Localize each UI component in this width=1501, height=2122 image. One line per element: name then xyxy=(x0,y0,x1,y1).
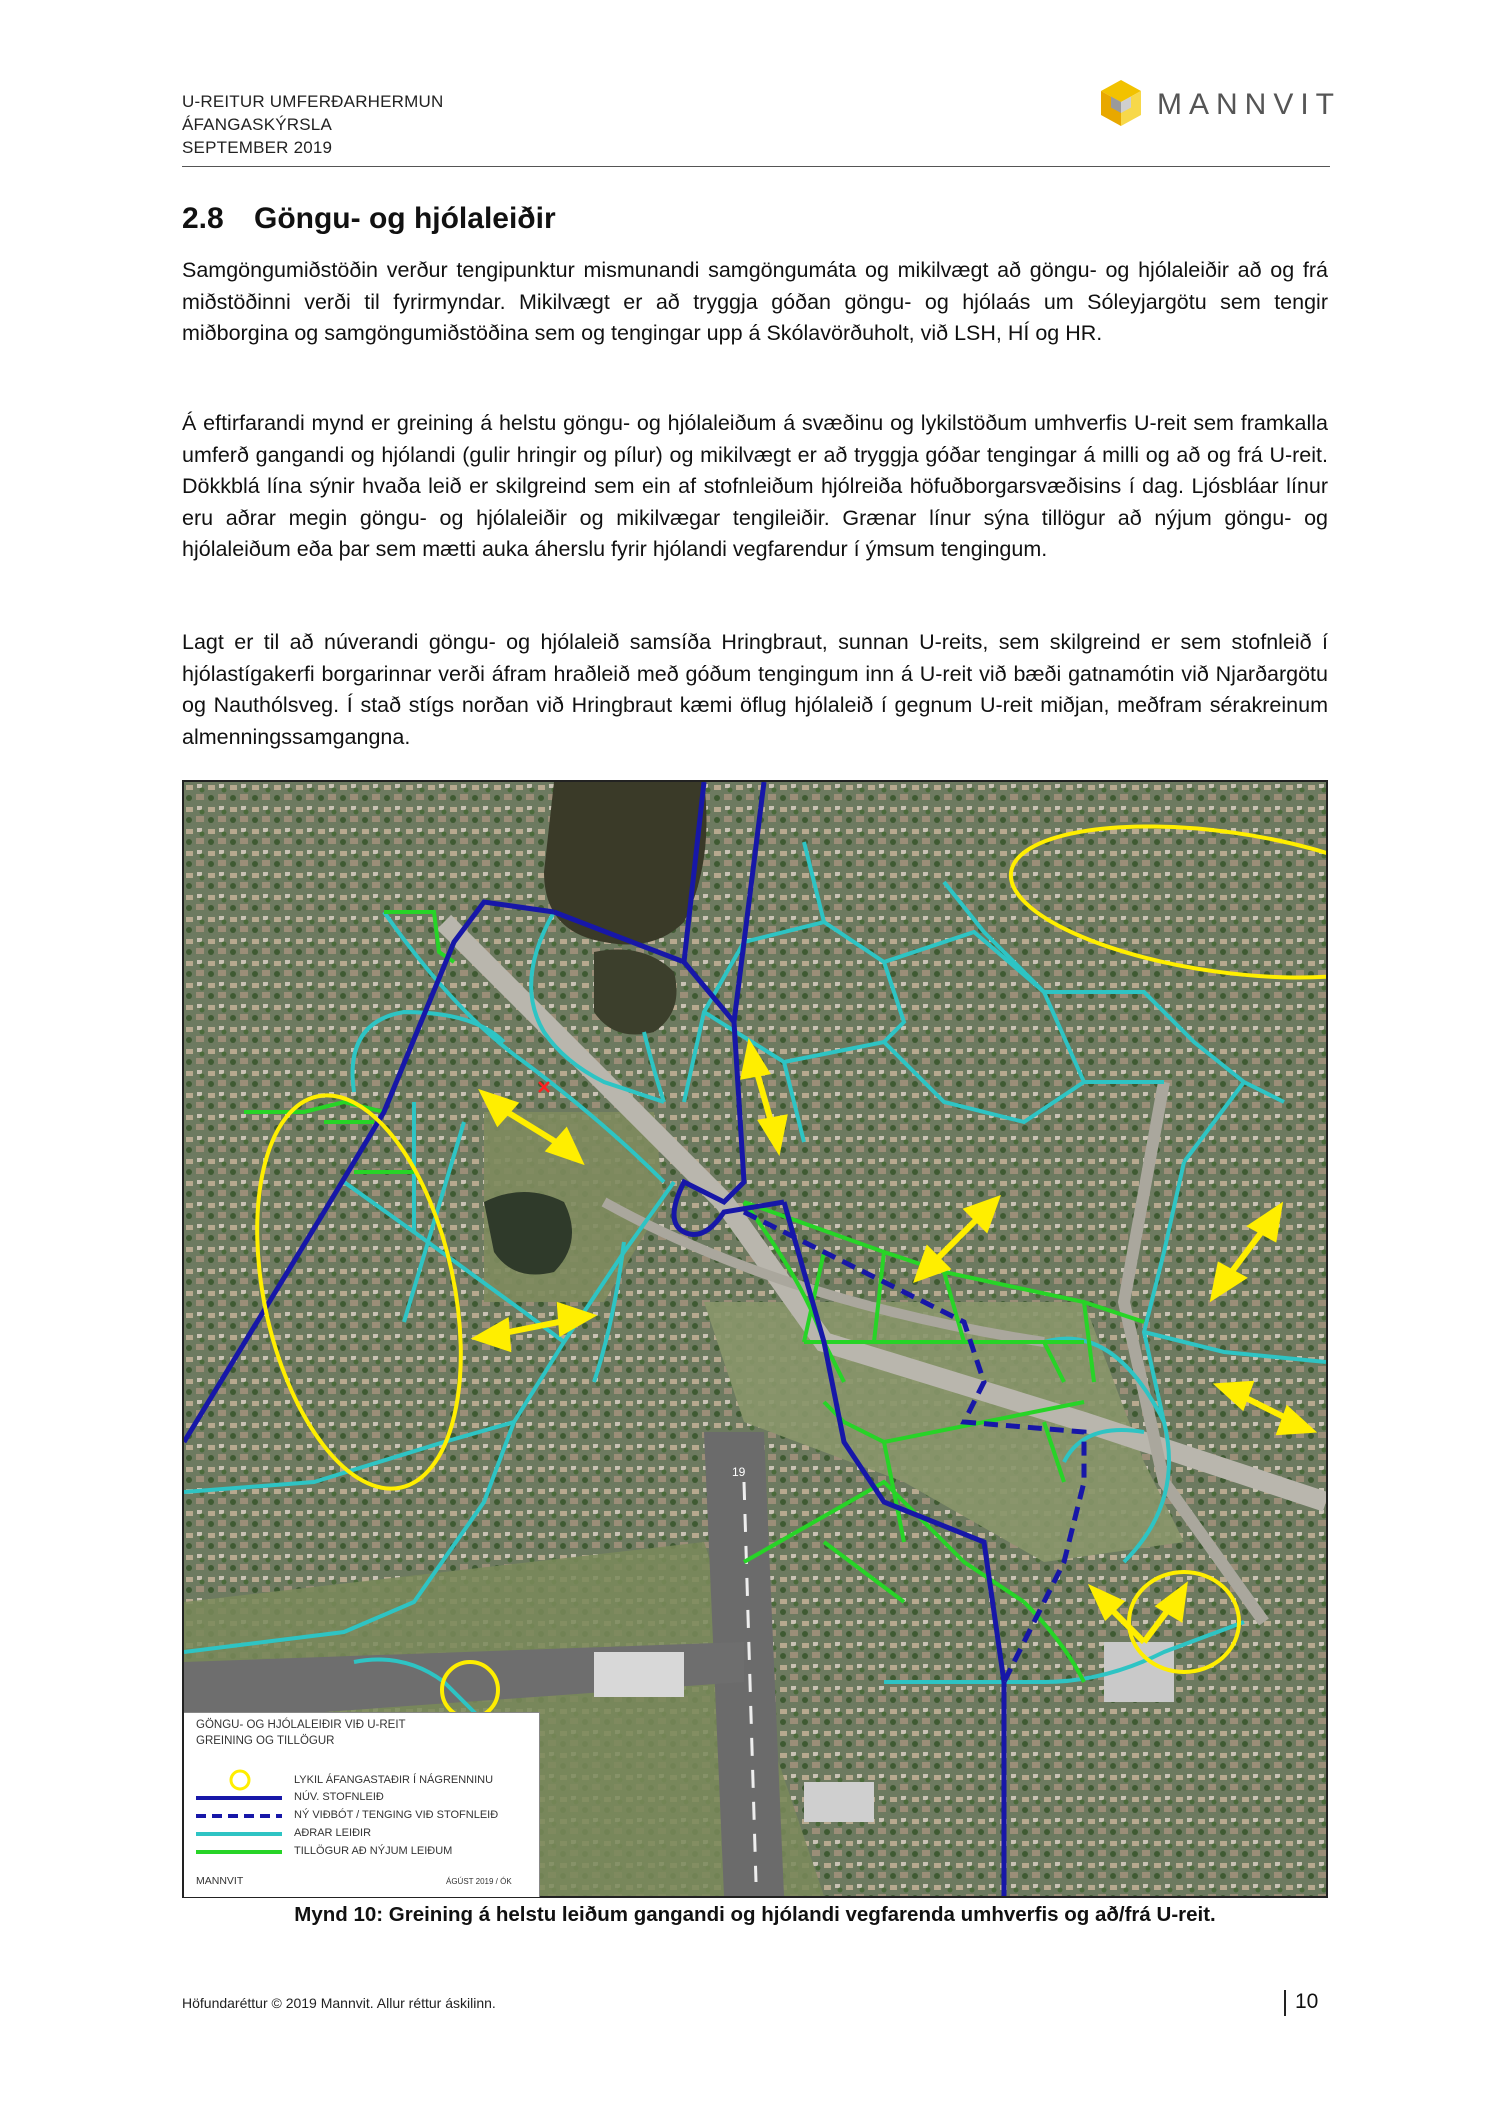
legend-label: TILLÖGUR AÐ NÝJUM LEIÐUM xyxy=(294,1845,453,1857)
cube-logo-icon xyxy=(1093,76,1149,132)
figure-caption: Mynd 10: Greining á helstu leiðum gangandi og hjólandi vegfarenda umhverfis og að/frá U-reit. xyxy=(294,1903,1216,1926)
legend-label: AÐRAR LEIÐIR xyxy=(294,1827,372,1839)
legend-item-new-connection xyxy=(194,1809,534,1825)
page-number-separator xyxy=(1284,1990,1286,2016)
legend-label: NÝ VIÐBÓT / TENGING VIÐ STOFNLEIÐ xyxy=(294,1809,499,1821)
header-line-date: SEPTEMBER 2019 xyxy=(182,138,333,157)
section-heading xyxy=(182,202,556,236)
page-number: 10 xyxy=(1295,1990,1319,2013)
legend-item-proposed-routes xyxy=(194,1845,534,1861)
paragraph-2: Á eftirfarandi mynd er greining á helstu göngu- og hjólaleiðum á svæðinu og lykilstöðum umhverfis U-reit sem framkalla umferð gangandi og hjólandi (gulir hringir og pílur) og mikilvægt er að tryggja góðar tengingar á milli og að og frá U-reit. Dökkblá lína sýnir hvaða leið er skilgreind sem ein af stofnleiðum hjólreiða höfuðborgarsvæðisins í dag. Ljósbláar línur eru aðrar megin göngu- og hjólaleiðir og mikilvægar tengileiðir. Grænar línur sýna tillögur að nýjum göngu- og hjólaleiðum eða þar sem mætti auka áherslu fyrir hjólandi vegfarendur í ýmsum tengingum. xyxy=(182,411,1328,561)
dark-blue-line-icon xyxy=(194,1791,284,1805)
legend-label: NÚV. STOFNLEIÐ xyxy=(294,1791,384,1803)
paragraph-1: Samgöngumiðstöðin verður tengipunktur mismunandi samgöngumáta og mikilvægt að göngu- og hjólaleiðir að og frá miðstöðinni verði til fyrirmyndar. Mikilvægt er að tryggja góðan göngu- og hjólaás um Sóleyjargötu sem tengir miðborgina og samgöngumiðstöðina sem og tengingar upp á Skólavörðuholt, við LSH, HÍ og HR. xyxy=(182,258,1328,345)
section-title: Göngu- og hjólaleiðir xyxy=(254,202,556,235)
legend-label: LYKIL ÁFANGASTAÐIR Í NÁGRENNINU xyxy=(294,1774,494,1786)
footer-copyright: Höfundaréttur © 2019 Mannvit. Allur réttur áskilinn. xyxy=(182,1995,496,2011)
terminal-building xyxy=(804,1782,874,1822)
mannvit-logo xyxy=(1093,76,1341,132)
document-header xyxy=(182,90,443,159)
header-line-project: U-REITUR UMFERÐARHERMUN xyxy=(182,92,444,111)
cyan-line-icon xyxy=(194,1827,284,1841)
map-legend xyxy=(184,1712,540,1897)
legend-item-key-destinations xyxy=(194,1773,534,1789)
section-number: 2.8 xyxy=(182,202,224,235)
header-line-report-type: ÁFANGASKÝRSLA xyxy=(182,115,332,134)
legend-item-existing-main-route xyxy=(194,1791,534,1807)
legend-item-other-routes xyxy=(194,1827,534,1843)
dark-blue-dashed-icon xyxy=(194,1809,284,1823)
runway-label: 19 xyxy=(732,1465,746,1479)
paragraph-3: Lagt er til að núverandi göngu- og hjólaleið samsíða Hringbraut, sunnan U-reits, sem skilgreind er sem stofnleið í hjólastígakerfi borgarinnar verði áfram hraðleið með góðum tengingum inn á U-reit við bæði gatnamótin við Njarðargötu og Nauthólsveg. Í stað stígs norðan við Hringbraut kæmi öflug hjólaleið í gegnum U-reit miðjan, meðfram sérakreinum almenningssamgangna. xyxy=(182,630,1328,749)
yellow-circle-icon xyxy=(194,1769,274,1791)
header-divider xyxy=(182,166,1330,167)
route-analysis-map xyxy=(182,780,1328,1898)
legend-footer-right: ÁGÚST 2019 / ÓK xyxy=(446,1877,512,1886)
legend-title: GÖNGU- OG HJÓLALEIÐIR VIÐ U-REIT xyxy=(196,1719,406,1731)
hangar xyxy=(594,1652,684,1697)
logo-wordmark: MANNVIT xyxy=(1157,88,1341,121)
legend-footer-left: MANNVIT xyxy=(196,1875,244,1887)
green-line-icon xyxy=(194,1845,284,1859)
legend-subtitle: GREINING OG TILLÖGUR xyxy=(196,1735,335,1747)
